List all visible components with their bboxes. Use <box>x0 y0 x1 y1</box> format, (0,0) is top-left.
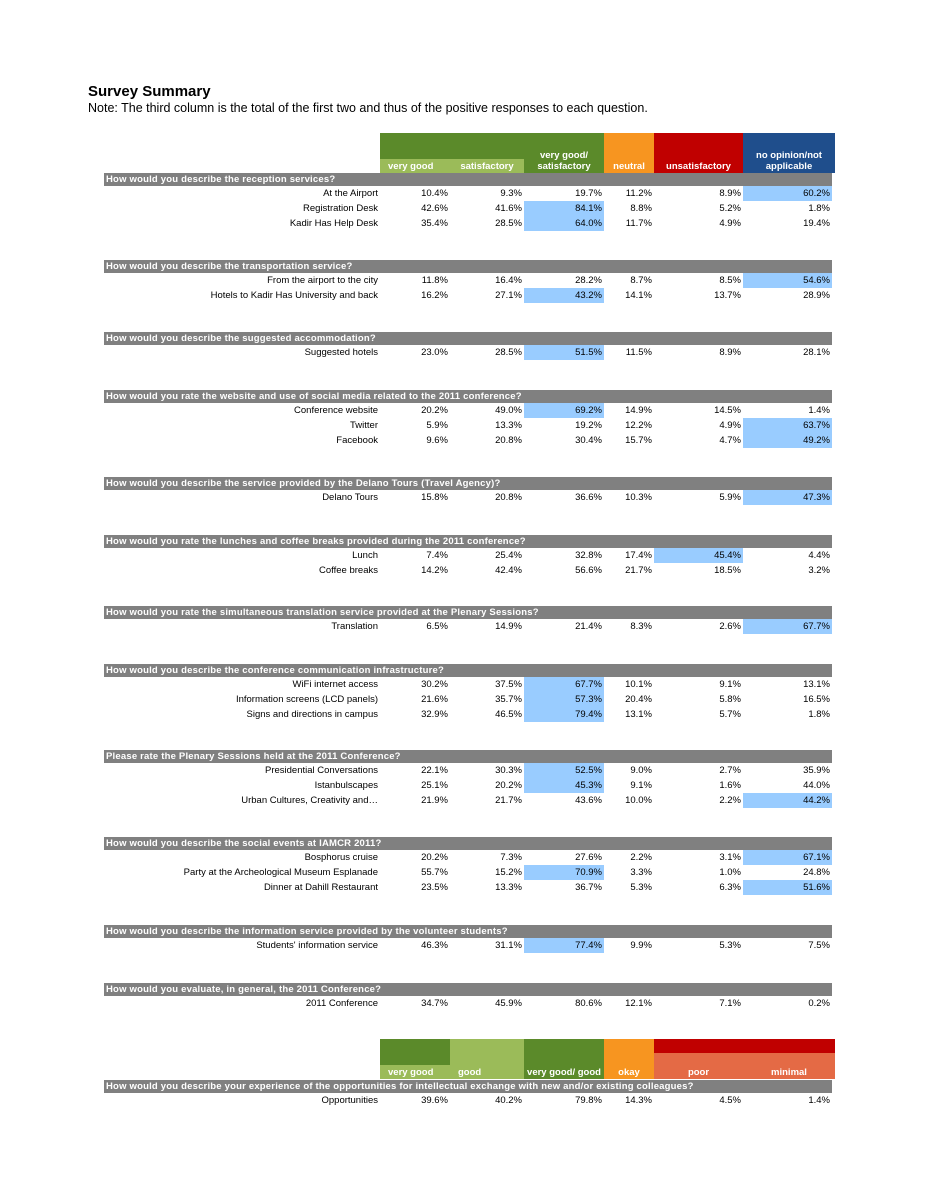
value-cell: 46.3% <box>421 940 448 951</box>
value-cell: 80.6% <box>575 998 602 1009</box>
value-cell: 7.3% <box>500 852 522 863</box>
table-row <box>104 433 832 448</box>
question-bar: How would you rate the lunches and coffee breaks provided during the 2011 conference? <box>104 535 832 548</box>
row-label: Dinner at Dahill Restaurant <box>263 882 378 893</box>
row-label: Delano Tours <box>322 492 378 503</box>
question-section <box>104 390 832 448</box>
value-cell: 21.6% <box>421 694 448 705</box>
table-row <box>104 677 832 692</box>
table-row <box>104 273 832 288</box>
value-cell: 13.1% <box>625 709 652 720</box>
value-cell: 3.3% <box>630 867 652 878</box>
question-bar: How would you describe the information service provided by the volunteer students? <box>104 925 832 938</box>
value-cell: 21.9% <box>421 795 448 806</box>
value-cell: 5.7% <box>719 709 741 720</box>
value-cell: 11.7% <box>625 218 652 229</box>
value-cell: 39.6% <box>421 1095 448 1106</box>
value-cell: 4.5% <box>719 1095 741 1106</box>
value-cell: 15.7% <box>625 435 652 446</box>
question-section <box>104 837 832 895</box>
question-bar: How would you describe the reception services? <box>104 173 832 186</box>
table-row <box>104 938 832 953</box>
value-cell: 5.3% <box>719 940 741 951</box>
value-cell: 64.0% <box>524 216 604 231</box>
value-cell: 12.2% <box>625 420 652 431</box>
value-cell: 19.4% <box>803 218 830 229</box>
value-cell: 20.2% <box>421 405 448 416</box>
value-cell: 9.3% <box>500 188 522 199</box>
value-cell: 8.3% <box>630 621 652 632</box>
row-label: Translation <box>331 621 378 632</box>
value-cell: 13.7% <box>714 290 741 301</box>
value-cell: 28.5% <box>495 218 522 229</box>
value-cell: 45.3% <box>524 778 604 793</box>
value-cell: 60.2% <box>743 186 832 201</box>
value-cell: 14.9% <box>625 405 652 416</box>
question-bar: Please rate the Plenary Sessions held at the 2011 Conference? <box>104 750 832 763</box>
value-cell: 5.9% <box>426 420 448 431</box>
value-cell: 20.8% <box>495 435 522 446</box>
value-cell: 42.6% <box>421 203 448 214</box>
value-cell: 32.9% <box>421 709 448 720</box>
value-cell: 5.2% <box>719 203 741 214</box>
value-cell: 55.7% <box>421 867 448 878</box>
value-cell: 11.2% <box>625 188 652 199</box>
row-label: WiFi internet access <box>292 679 378 690</box>
header-very-good-satisfactory: very good/ satisfactory <box>524 133 604 173</box>
value-cell: 79.4% <box>524 707 604 722</box>
value-cell: 41.6% <box>495 203 522 214</box>
table-row <box>104 563 832 578</box>
value-cell: 42.4% <box>495 565 522 576</box>
value-cell: 21.4% <box>575 621 602 632</box>
value-cell: 67.7% <box>524 677 604 692</box>
value-cell: 13.1% <box>803 679 830 690</box>
value-cell: 6.3% <box>719 882 741 893</box>
value-cell: 25.4% <box>495 550 522 561</box>
value-cell: 14.9% <box>495 621 522 632</box>
value-cell: 67.1% <box>743 850 832 865</box>
question-section <box>104 477 832 505</box>
value-cell: 30.2% <box>421 679 448 690</box>
row-label: Students' information service <box>256 940 378 951</box>
row-label: Conference website <box>294 405 378 416</box>
header2-very-good-good: very good/ good <box>524 1039 604 1079</box>
value-cell: 9.9% <box>630 940 652 951</box>
value-cell: 40.2% <box>495 1095 522 1106</box>
value-cell: 69.2% <box>524 403 604 418</box>
value-cell: 4.9% <box>719 218 741 229</box>
row-label: Twitter <box>350 420 378 431</box>
value-cell: 25.1% <box>421 780 448 791</box>
question-bar: How would you describe the suggested accommodation? <box>104 332 832 345</box>
table-row <box>104 996 832 1011</box>
value-cell: 10.3% <box>625 492 652 503</box>
value-cell: 20.4% <box>625 694 652 705</box>
value-cell: 23.0% <box>421 347 448 358</box>
value-cell: 4.7% <box>719 435 741 446</box>
value-cell: 44.0% <box>803 780 830 791</box>
page-title: Survey Summary <box>88 83 211 100</box>
value-cell: 45.9% <box>495 998 522 1009</box>
question-bar: How would you evaluate, in general, the 2011 Conference? <box>104 983 832 996</box>
value-cell: 3.1% <box>719 852 741 863</box>
row-label: Facebook <box>336 435 378 446</box>
value-cell: 7.4% <box>426 550 448 561</box>
value-cell: 63.7% <box>743 418 832 433</box>
value-cell: 24.8% <box>803 867 830 878</box>
table-row <box>104 201 832 216</box>
question-section <box>104 925 832 953</box>
value-cell: 10.4% <box>421 188 448 199</box>
table-row <box>104 1093 832 1108</box>
value-cell: 30.3% <box>495 765 522 776</box>
table-row <box>104 763 832 778</box>
value-cell: 5.8% <box>719 694 741 705</box>
value-cell: 1.8% <box>808 203 830 214</box>
value-cell: 9.1% <box>630 780 652 791</box>
question-bar: How would you rate the simultaneous translation service provided at the Plenary Sessions? <box>104 606 832 619</box>
question-bar: How would you rate the website and use of social media related to the 2011 conference? <box>104 390 832 403</box>
value-cell: 22.1% <box>421 765 448 776</box>
value-cell: 8.5% <box>719 275 741 286</box>
value-cell: 36.6% <box>575 492 602 503</box>
header-unsatisfactory: unsatisfactory <box>654 133 743 173</box>
question-bar: How would you describe the transportation service? <box>104 260 832 273</box>
value-cell: 30.4% <box>575 435 602 446</box>
value-cell: 13.3% <box>495 420 522 431</box>
value-cell: 11.5% <box>625 347 652 358</box>
value-cell: 7.5% <box>808 940 830 951</box>
value-cell: 27.1% <box>495 290 522 301</box>
value-cell: 45.4% <box>654 548 743 563</box>
row-label: Registration Desk <box>303 203 378 214</box>
value-cell: 8.8% <box>630 203 652 214</box>
value-cell: 32.8% <box>575 550 602 561</box>
value-cell: 20.2% <box>495 780 522 791</box>
value-cell: 49.2% <box>743 433 832 448</box>
row-label: Istanbulscapes <box>314 780 378 791</box>
table-row <box>104 216 832 231</box>
table-row <box>104 418 832 433</box>
value-cell: 52.5% <box>524 763 604 778</box>
question-section <box>104 332 832 360</box>
value-cell: 19.7% <box>575 188 602 199</box>
value-cell: 2.2% <box>630 852 652 863</box>
question-section <box>104 606 832 634</box>
header-very-good: very good <box>380 133 450 173</box>
table-row <box>104 548 832 563</box>
value-cell: 77.4% <box>524 938 604 953</box>
value-cell: 9.1% <box>719 679 741 690</box>
value-cell: 14.1% <box>625 290 652 301</box>
table-row <box>104 793 832 808</box>
page-note: Note: The third column is the total of the first two and thus of the positive responses to each question. <box>88 101 648 115</box>
header2-good: good <box>450 1039 524 1079</box>
value-cell: 3.2% <box>808 565 830 576</box>
row-label: From the airport to the city <box>267 275 378 286</box>
value-cell: 79.8% <box>575 1095 602 1106</box>
value-cell: 1.4% <box>808 1095 830 1106</box>
question-section <box>104 173 832 231</box>
header-satisfactory: satisfactory <box>450 133 524 173</box>
value-cell: 12.1% <box>625 998 652 1009</box>
value-cell: 54.6% <box>743 273 832 288</box>
row-label: Presidential Conversations <box>264 765 378 776</box>
value-cell: 10.1% <box>625 679 652 690</box>
value-cell: 13.3% <box>495 882 522 893</box>
table-row <box>104 850 832 865</box>
header2-very-good: very good <box>380 1039 450 1079</box>
table-row <box>104 186 832 201</box>
header2-minimal: minimal <box>743 1039 835 1079</box>
value-cell: 51.6% <box>743 880 832 895</box>
value-cell: 27.6% <box>575 852 602 863</box>
question-section <box>104 983 832 1011</box>
value-cell: 70.9% <box>524 865 604 880</box>
row-label: Bosphorus cruise <box>304 852 378 863</box>
value-cell: 28.9% <box>803 290 830 301</box>
value-cell: 36.7% <box>575 882 602 893</box>
value-cell: 5.9% <box>719 492 741 503</box>
value-cell: 4.9% <box>719 420 741 431</box>
question-section <box>104 535 832 578</box>
value-cell: 15.8% <box>421 492 448 503</box>
value-cell: 17.4% <box>625 550 652 561</box>
value-cell: 5.3% <box>630 882 652 893</box>
value-cell: 16.5% <box>803 694 830 705</box>
value-cell: 35.4% <box>421 218 448 229</box>
question-section <box>104 750 832 808</box>
value-cell: 20.2% <box>421 852 448 863</box>
question-section <box>104 1080 832 1108</box>
value-cell: 35.7% <box>495 694 522 705</box>
value-cell: 1.8% <box>808 709 830 720</box>
header-no-opinion: no opinion/not applicable <box>743 133 835 173</box>
value-cell: 28.2% <box>575 275 602 286</box>
value-cell: 11.8% <box>421 275 448 286</box>
header-neutral: neutral <box>604 133 654 173</box>
value-cell: 8.9% <box>719 188 741 199</box>
row-label: Signs and directions in campus <box>246 709 378 720</box>
header2-poor: poor <box>654 1039 743 1079</box>
header2-okay: okay <box>604 1039 654 1079</box>
row-label: Hotels to Kadir Has University and back <box>210 290 378 301</box>
value-cell: 21.7% <box>495 795 522 806</box>
table-row <box>104 490 832 505</box>
value-cell: 34.7% <box>421 998 448 1009</box>
row-label: At the Airport <box>323 188 378 199</box>
value-cell: 23.5% <box>421 882 448 893</box>
row-label: Information screens (LCD panels) <box>235 694 378 705</box>
value-cell: 2.6% <box>719 621 741 632</box>
value-cell: 2.7% <box>719 765 741 776</box>
row-label: 2011 Conference <box>305 998 378 1009</box>
column-header-1 <box>380 133 835 173</box>
table-row <box>104 865 832 880</box>
value-cell: 47.3% <box>743 490 832 505</box>
value-cell: 57.3% <box>524 692 604 707</box>
value-cell: 44.2% <box>743 793 832 808</box>
value-cell: 6.5% <box>426 621 448 632</box>
value-cell: 9.0% <box>630 765 652 776</box>
value-cell: 43.2% <box>524 288 604 303</box>
value-cell: 19.2% <box>575 420 602 431</box>
value-cell: 67.7% <box>743 619 832 634</box>
value-cell: 7.1% <box>719 998 741 1009</box>
value-cell: 14.5% <box>714 405 741 416</box>
row-label: Urban Cultures, Creativity and… <box>241 795 378 806</box>
value-cell: 16.2% <box>421 290 448 301</box>
value-cell: 20.8% <box>495 492 522 503</box>
table-row <box>104 880 832 895</box>
value-cell: 43.6% <box>575 795 602 806</box>
value-cell: 18.5% <box>714 565 741 576</box>
value-cell: 56.6% <box>575 565 602 576</box>
value-cell: 15.2% <box>495 867 522 878</box>
value-cell: 1.4% <box>808 405 830 416</box>
column-header-2 <box>380 1039 835 1079</box>
value-cell: 9.6% <box>426 435 448 446</box>
value-cell: 49.0% <box>495 405 522 416</box>
value-cell: 31.1% <box>495 940 522 951</box>
row-label: Coffee breaks <box>319 565 378 576</box>
value-cell: 84.1% <box>524 201 604 216</box>
row-label: Kadir Has Help Desk <box>289 218 378 229</box>
value-cell: 8.7% <box>630 275 652 286</box>
table-row <box>104 345 832 360</box>
value-cell: 16.4% <box>495 275 522 286</box>
table-row <box>104 403 832 418</box>
table-row <box>104 619 832 634</box>
question-bar: How would you describe the social events at IAMCR 2011? <box>104 837 832 850</box>
value-cell: 28.1% <box>803 347 830 358</box>
question-section <box>104 664 832 722</box>
value-cell: 28.5% <box>495 347 522 358</box>
value-cell: 4.4% <box>808 550 830 561</box>
question-bar: How would you describe your experience of the opportunities for intellectual exchange with new and/or existing colleagues? <box>104 1080 832 1093</box>
question-section <box>104 260 832 303</box>
row-label: Opportunities <box>321 1095 378 1106</box>
value-cell: 8.9% <box>719 347 741 358</box>
question-bar: How would you describe the conference communication infrastructure? <box>104 664 832 677</box>
value-cell: 2.2% <box>719 795 741 806</box>
value-cell: 51.5% <box>524 345 604 360</box>
table-row <box>104 707 832 722</box>
value-cell: 1.0% <box>719 867 741 878</box>
value-cell: 37.5% <box>495 679 522 690</box>
table-row <box>104 288 832 303</box>
value-cell: 14.2% <box>421 565 448 576</box>
table-row <box>104 778 832 793</box>
row-label: Suggested hotels <box>304 347 378 358</box>
value-cell: 10.0% <box>625 795 652 806</box>
value-cell: 46.5% <box>495 709 522 720</box>
value-cell: 14.3% <box>625 1095 652 1106</box>
table-row <box>104 692 832 707</box>
value-cell: 21.7% <box>625 565 652 576</box>
row-label: Party at the Archeological Museum Esplanade <box>183 867 378 878</box>
question-bar: How would you describe the service provided by the Delano Tours (Travel Agency)? <box>104 477 832 490</box>
value-cell: 35.9% <box>803 765 830 776</box>
row-label: Lunch <box>352 550 378 561</box>
value-cell: 1.6% <box>719 780 741 791</box>
value-cell: 0.2% <box>808 998 830 1009</box>
